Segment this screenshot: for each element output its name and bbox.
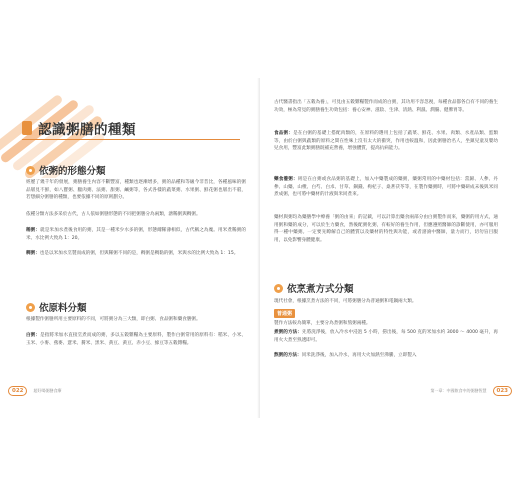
paragraph-boil-method <box>274 329 498 344</box>
term-body: 則是在白粥或食品粥的基礎上，加入中藥製成的藥粥，藥粥常用的中藥材包括：當歸、人參、丹參、山藥、山楂、白芍、白朮、甘草、銅錢、枸杞子、桑葚茯苓等，在製作藥粥時，可將中藥研成末後與米同煮成粥，也可將中藥材的汁液與米同煮來。 <box>274 177 498 198</box>
paragraph-white-porridge <box>26 332 246 347</box>
term-label: 白粥： <box>26 333 41 338</box>
section-heading-cooking <box>274 281 354 295</box>
paragraph-medicinal-porridge <box>274 176 498 199</box>
page-number: 023 <box>493 386 512 396</box>
subsection-tag: 普通粥 <box>274 309 295 318</box>
section-heading-text: 依烹煮方式分類 <box>287 284 354 295</box>
right-folio <box>431 386 512 396</box>
section-heading-text: 依原料分類 <box>39 303 87 314</box>
paragraph: 根據製作粥膳所用主要原料的不同，可將粥分為三大類，即白粥、食品粥和藥食膳粥。 <box>26 317 201 322</box>
term-body: 同米洗淨後，加入冷水，再用大火加熱至沸騰，立即製入 <box>301 353 417 358</box>
term-label: 食品粥： <box>274 131 294 136</box>
term-label: 藥食養粥： <box>274 177 298 182</box>
term-body: 先將洗淨後，放入冷水中浸泡 5 小時，撈出後，每 500 克的米加水約 3000 ～ 4000 毫升，再用火大煮至熟透即可。 <box>274 330 498 343</box>
title-marker <box>22 121 32 135</box>
paragraph-simmer-method <box>274 352 498 360</box>
paragraph-food-porridge <box>274 130 498 153</box>
paragraph-thin-porridge <box>26 227 246 242</box>
title-underline <box>22 139 240 140</box>
page-title: 認識粥膳的種類 <box>38 122 136 138</box>
section-heading-ingredients <box>26 300 87 314</box>
term-body: 也是以米加水烹製而成的粥，但與稀粥不同的是，稠粥是稠黏的粥，米與水的比例大致為 1：15。 <box>39 251 239 256</box>
left-folio <box>8 386 61 396</box>
left-page <box>0 78 260 418</box>
paragraph: 現代社會，根據烹煮方法的不同，可將粥膳分為普通粥和電鍋兩大類。 <box>274 299 417 304</box>
term-body: 就是米加水煮後食用的粥，其是一種米少水多的粥，形態爾稀薄相似，古代稱之為糜。用米煮稀粥的米、水比例大致為 1：20。 <box>26 228 246 241</box>
term-label: 稠粥： <box>26 251 40 256</box>
term-label: 熬粥的方法： <box>274 353 302 358</box>
bullet-icon <box>26 303 35 312</box>
paragraph: 依種分類方法多采於古代，古人依如粥膳形態的不同把粥膳分為兩類，溏稀粥與稠粥。 <box>26 212 201 217</box>
section-heading-form <box>26 163 106 177</box>
paragraph: 製作方法較為簡單，主要分為煮粥和熬粥兩種。 <box>274 321 371 326</box>
page-number: 022 <box>8 386 27 396</box>
running-head: 第一章：中國飲食中的粥膳智慧 <box>430 388 487 393</box>
paragraph: 古代醫書指出「五穀為養」，可見由五穀雜糧製作而成的白粥，其功用不容忽視，每種食品都各自有不同的養生功效，極為常見的粥膳養生功效包括：養心安神、滋陰、生津、清熱、利濕、潤腸、健脾胃等。 <box>274 100 498 113</box>
term-body: 是在白粥的基礎上搭配肉類的，在原料的選用上包括了蔬菜、鮮花、水果、肉類、水產品類、蛋類等，由於白粥與蔬類的原料之間在性味上沒有太大的衝突，作用也較溫和，因此粥膳治名人，坐鎮兒童及嬰幼兒食用，豐富此類粥膳既補充營養，增強體質，提高抗病能力。 <box>274 131 498 152</box>
term-label: 煮粥的方法： <box>274 330 302 335</box>
paragraph: 經歷了幾千年的發展，粥膳養生內容不斷豐富，種類也逐漸增多，粥的品種和等級今非昔比，各種風味的粥品層見不鮮，如八寶粥、臘肉粥、法粥、甜粥、鹹粥等，各式各樣的蔬菜粥、水果粥、鮮花粥也層出不窮，若想細分粥膳的種類，也要依據不同的原則劃分。 <box>26 180 246 201</box>
section-heading-text: 依粥的形態分類 <box>39 166 106 177</box>
bullet-icon <box>26 166 35 175</box>
right-page <box>260 78 520 418</box>
bullet-icon <box>274 284 283 293</box>
term-body: 是指將米加水直接烹煮而成的粥，多以五穀雜糧為主要原料，製作白粥常用的原料有：稻米、小米、玉米、小麥、燕麥、薏米、蕎米、黑米、黃豆、黃豆、赤小豆、綠豆等五穀雜糧。 <box>26 333 246 346</box>
running-head: 超好喝粥膳食療 <box>33 388 62 393</box>
book-spread <box>0 78 520 418</box>
paragraph: 藥材與粥均為藥膳學中療養「粥的由來」的記載，可以計算出藥食兩部分由白粥製作而來，藥粥的用方式，通用粥和藥的成分，可以於生力藥食，然後配粥化粥，有較好的養生作用，但應遵照醫師的診斷使用，亦可服用得一種中藥粥。一定要先瞭解自己的體質以及藥材的特性與功能，或者諮詢中醫師，量力而行，切勿盲目服用，以免影響身體健康。 <box>274 215 498 243</box>
term-label: 稀粥： <box>26 228 41 233</box>
paragraph-thick-porridge <box>26 250 246 258</box>
